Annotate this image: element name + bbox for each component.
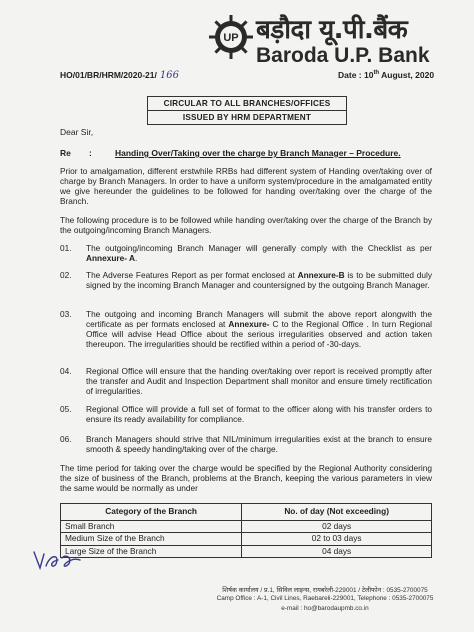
date-suffix: th bbox=[373, 70, 380, 77]
column-header-days: No. of day (Not exceeding) bbox=[242, 504, 432, 521]
item-number: 04. bbox=[60, 366, 72, 376]
circular-date bbox=[338, 70, 434, 80]
item-number: 01. bbox=[60, 243, 72, 253]
date-prefix: Date : 10 bbox=[338, 70, 374, 80]
circular-title-box bbox=[147, 96, 347, 125]
footer-line-address: Camp Office : A-1, Civil Lines, Raebareli-229001, Telephone : 0535-2700075 bbox=[216, 595, 434, 602]
bank-name-hindi: बड़ौदा यू.पी.बैंक bbox=[256, 15, 408, 45]
salutation: Dear Sir, bbox=[60, 127, 94, 137]
footer-line-hindi: शिर्षक कार्यालय / प्र.1, सिविल लाइन्स, रायबरेली-229001 / टेलीफोन : 0535-2700075 bbox=[222, 587, 428, 594]
table-row bbox=[61, 545, 432, 558]
item-text: The outgoing/incoming Branch Manager will generally comply with the Checklist as per Annexure- A. bbox=[86, 243, 432, 263]
table-row bbox=[61, 533, 432, 546]
item-number: 06. bbox=[60, 434, 72, 444]
footer-line-email: e-mail : ho@barodaupmb.co.in bbox=[281, 605, 369, 612]
table-row bbox=[61, 520, 432, 533]
category-cell: Medium Size of the Branch bbox=[61, 533, 242, 546]
bank-name-english: Baroda U.P. Bank bbox=[256, 44, 430, 67]
signature-icon bbox=[30, 548, 90, 572]
item-number: 02. bbox=[60, 270, 72, 280]
item-text: The Adverse Features Report as per format enclosed at Annexure-B is to be submitted duly signed by the incoming Branch Manager and countersigned by the outgoing Branch Manager. bbox=[86, 270, 432, 290]
circular-title-line2: ISSUED BY HRM DEPARTMENT bbox=[147, 111, 347, 125]
item-text: Regional Office will provide a full set of format to the officer along with his transfer orders to ensure its ready availability for compliance. bbox=[86, 404, 432, 424]
item-text: Regional Office will ensure that the handing over/taking over report is received promptly after the transfer and Audit and Inspection Department shall monitor and ensure timely rectification of irregularities. bbox=[86, 366, 432, 396]
item-number: 05. bbox=[60, 404, 72, 414]
category-cell: Small Branch bbox=[61, 520, 242, 533]
column-header-category: Category of the Branch bbox=[61, 504, 242, 521]
subject-text: Handing Over/Taking over the charge by Branch Manager – Procedure. bbox=[115, 148, 401, 158]
category-cell: Large Size of the Branch bbox=[61, 545, 242, 558]
reference-printed: HO/01/BR/HRM/2020-21/ bbox=[60, 70, 157, 80]
reference-number bbox=[60, 70, 179, 81]
reference-handwritten: 166 bbox=[159, 70, 179, 81]
procedure-paragraph: The following procedure is to be followed while handing over/taking over the charge of the Branch by the outgoing/incoming Branch Managers. bbox=[60, 215, 432, 235]
item-text: Branch Managers should strive that NIL/minimum irregularities exist at the branch to ensure smooth & speedy handing/taking over of the charge. bbox=[86, 434, 432, 454]
table-header-row bbox=[61, 504, 432, 521]
subject-label: Re bbox=[60, 148, 71, 158]
branch-category-table bbox=[60, 503, 432, 558]
date-rest: August, 2020 bbox=[379, 70, 435, 80]
intro-paragraph: Prior to amalgamation, different erstwhile RRBs had different system of Handing over/taking over of charge by Branch Managers. In order to have a uniform system/procedure in the amalgamated entity we give hereunder the guidelines to be followed for handing over/taking over the charge of the Branch. bbox=[60, 166, 432, 206]
days-cell: 02 to 03 days bbox=[242, 533, 432, 546]
closing-paragraph: The time period for taking over the charge would be specified by the Regional Authority considering the size of business of the Branch, problems at the Branch, keeping the various parameters in view the same would be normally as under bbox=[60, 463, 432, 493]
days-cell: 02 days bbox=[242, 520, 432, 533]
item-number: 03. bbox=[60, 309, 72, 319]
item-text: The outgoing and incoming Branch Managers will submit the above report alongwith the certificate as per formats enclosed at Annexure- C to the Regional Office . In turn Regional Office will advise Head Office about the serious irregularities observed and action taken thereupon. The irregularities should be rectified within a period of -30-days. bbox=[86, 309, 432, 349]
days-cell: 04 days bbox=[242, 545, 432, 558]
subject-colon: : bbox=[89, 148, 92, 158]
logo-text: UP bbox=[223, 32, 239, 44]
circular-title-line1: CIRCULAR TO ALL BRANCHES/OFFICES bbox=[147, 96, 347, 111]
bank-logo-icon bbox=[208, 14, 254, 60]
